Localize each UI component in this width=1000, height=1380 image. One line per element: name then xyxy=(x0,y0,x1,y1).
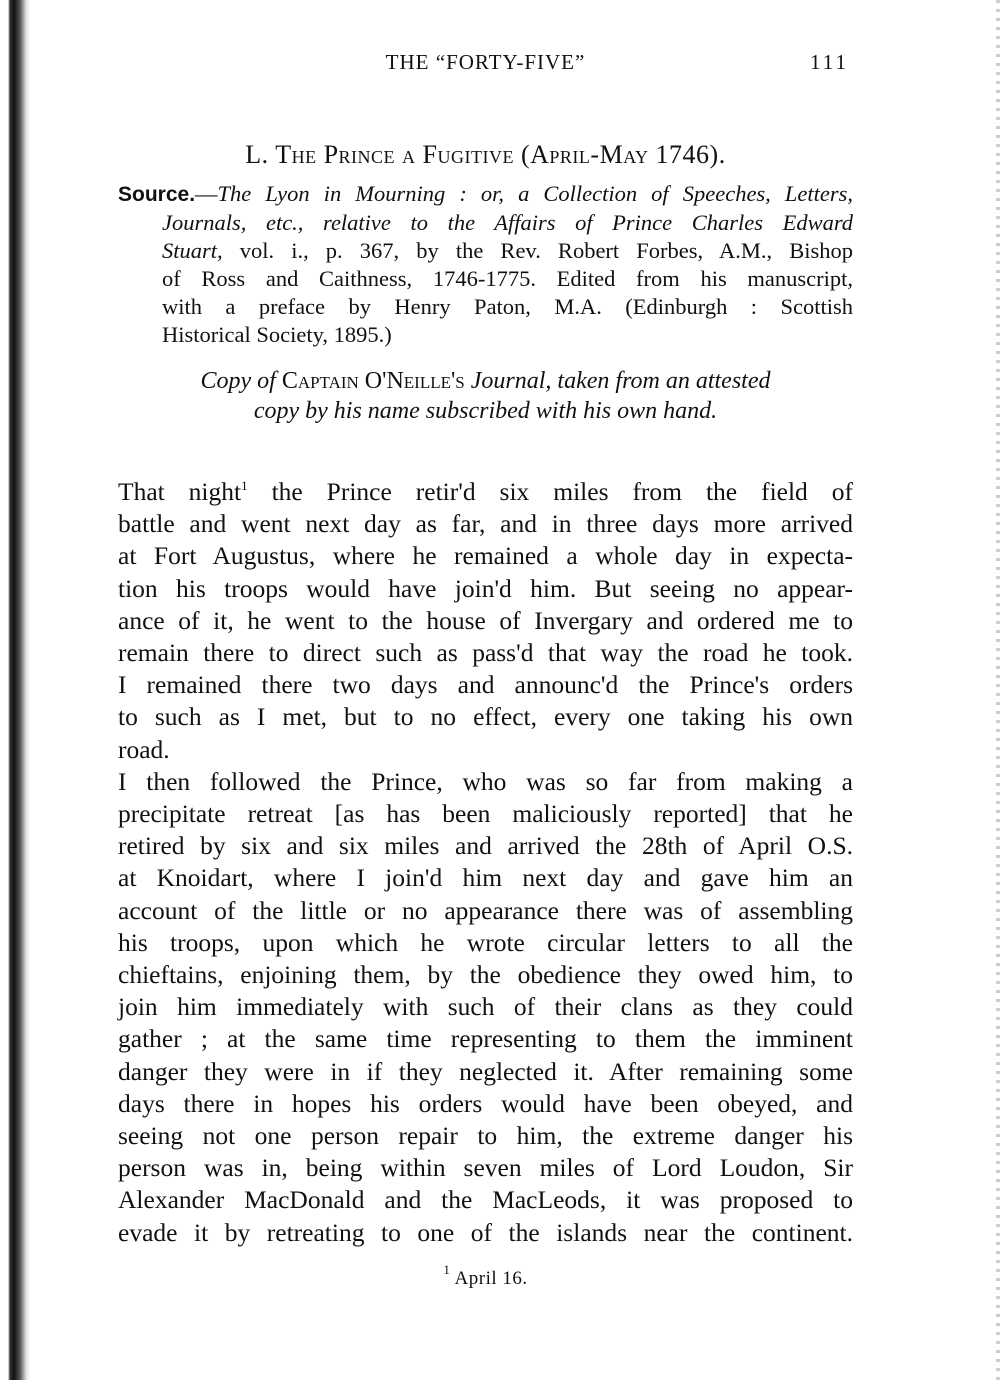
subtitle-text: Journal, taken from an attested xyxy=(464,368,771,394)
body-line: battle and went next day as far, and in three days more arrived xyxy=(118,509,853,539)
source-line xyxy=(118,209,853,237)
subtitle-text: Copy of xyxy=(200,368,282,394)
source-text: vol. i., p. 367, by the Rev. Robert Forbes, A.M., Bishop xyxy=(222,238,853,263)
body-line: retired by six and six miles and arrived the 28th of April O.S. xyxy=(118,831,853,861)
body-text xyxy=(118,470,853,1249)
footnote-text: April 16. xyxy=(450,1268,528,1289)
body-line: I remained there two days and announc'd the Prince's orders xyxy=(118,670,853,700)
body-line: person was in, being within seven miles of Lord Loudon, Sir xyxy=(118,1153,853,1183)
source-line xyxy=(118,237,853,265)
document-subtitle xyxy=(118,366,853,426)
body-line: chieftains, enjoining them, by the obedience they owed him, to xyxy=(118,960,853,990)
subtitle-line-1 xyxy=(118,366,853,396)
subtitle-line-2: copy by his name subscribed with his own hand. xyxy=(253,398,718,424)
source-text: — xyxy=(195,181,218,206)
page-number: 111 xyxy=(810,50,849,74)
body-line xyxy=(118,470,853,508)
source-line xyxy=(118,265,853,293)
body-line: precipitate retreat [as has been maliciously reported] that he xyxy=(118,799,853,829)
source-line xyxy=(118,293,853,321)
body-line: evade it by retreating to one of the islands near the continent. xyxy=(118,1217,853,1247)
body-line: account of the little or no appearance there was of assembling xyxy=(118,895,853,925)
source-line xyxy=(118,180,853,209)
scan-right-edge xyxy=(996,0,1000,1380)
body-line: gather ; at the same time representing to them the imminent xyxy=(118,1024,853,1054)
body-line: seeing not one person repair to him, the extreme danger his xyxy=(118,1121,853,1151)
source-line xyxy=(118,321,853,349)
source-text: of Ross and Caithness, 1746-1775. Edited from his manuscript, xyxy=(162,266,853,291)
body-line: at Fort Augustus, where he remained a whole day in expecta- xyxy=(118,541,853,571)
body-line: I then followed the Prince, who was so far from making a xyxy=(118,766,853,796)
footnote-ref: 1 xyxy=(241,478,248,493)
source-label: Source. xyxy=(118,183,196,206)
body-line: days there in hopes his orders would have been obeyed, and xyxy=(118,1088,853,1118)
body-text-span: That night xyxy=(118,477,242,506)
body-line: Alexander MacDonald and the MacLeods, it was proposed to xyxy=(118,1185,853,1215)
body-line: his troops, upon which he wrote circular letters to all the xyxy=(118,927,853,957)
body-text-span: the Prince retir'd six miles from the field of xyxy=(247,477,853,506)
body-line: at Knoidart, where I join'd him next day and gave him an xyxy=(118,863,853,893)
body-line: danger they were in if they neglected it. After remaining some xyxy=(118,1056,853,1086)
source-text: with a preface by Henry Paton, M.A. (Edinburgh : Scottish xyxy=(162,294,853,319)
captain-name: Captain O'Neille's xyxy=(281,368,465,394)
body-line: ance of it, he went to the house of Invergary and ordered me to xyxy=(118,605,853,635)
source-text: The Lyon in Mourning : or, a Collection of Speeches, Letters, xyxy=(217,181,853,206)
source-text: Journals, etc., relative to the Affairs of Prince Charles Edward xyxy=(162,210,853,235)
body-line: road. xyxy=(118,734,170,764)
source-text: Stuart, xyxy=(162,238,223,263)
body-line: remain there to direct such as pass'd that way the road he took. xyxy=(118,638,853,668)
source-citation xyxy=(118,180,853,349)
body-line: to such as I met, but to no effect, every one taking his own xyxy=(118,702,853,732)
running-title: THE “FORTY-FIVE” xyxy=(385,50,586,74)
section-heading: L. The Prince a Fugitive (April-May 1746). xyxy=(245,140,726,169)
footnote xyxy=(118,1262,853,1290)
body-line: tion his troops would have join'd him. But seeing no appear- xyxy=(118,573,853,603)
running-head xyxy=(118,50,853,80)
scan-edge xyxy=(0,0,30,1380)
source-text: Historical Society, 1895.) xyxy=(162,322,392,347)
footnote-marker: 1 xyxy=(443,1262,451,1277)
body-line: join him immediately with such of their clans as they could xyxy=(118,992,853,1022)
